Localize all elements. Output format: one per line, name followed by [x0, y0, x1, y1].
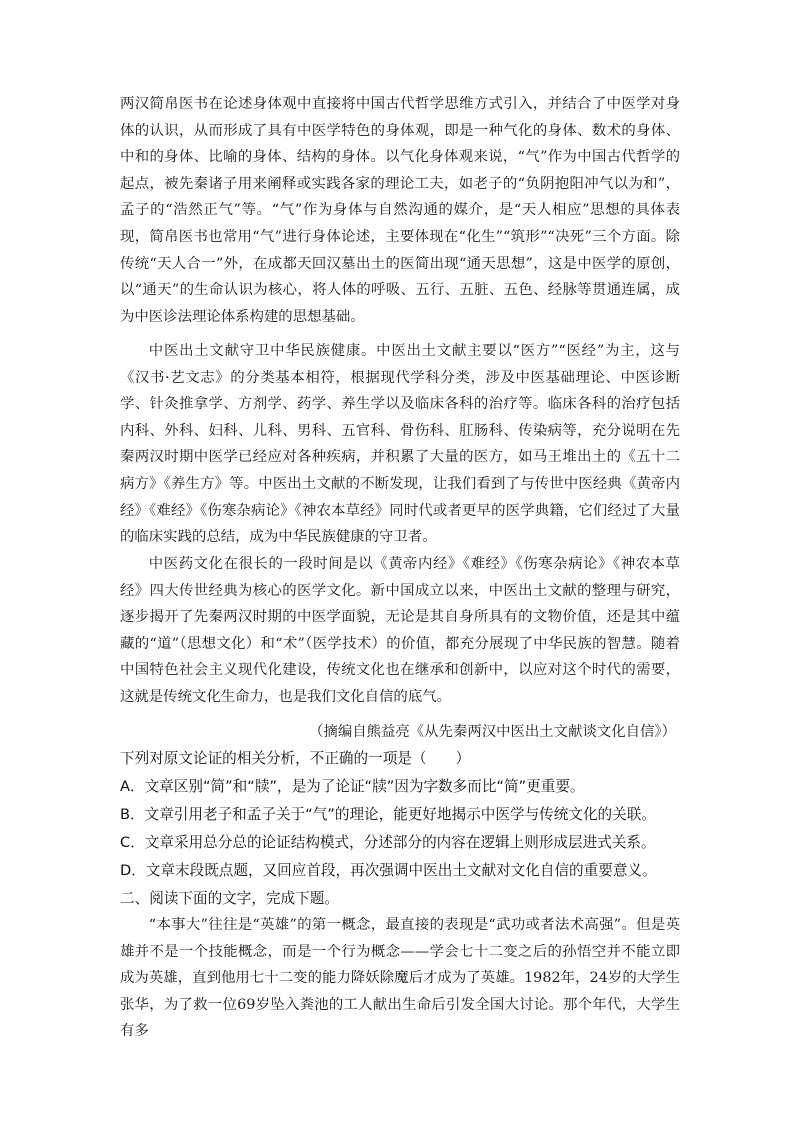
section-heading: 二、阅读下面的文字，完成下题。 [120, 890, 339, 907]
option-a: A．文章区别“简”和“牍”，是为了论证“牍”因为字数多而比“简”更重要。 [120, 778, 585, 795]
section2-paragraph-1: “本事大”往往是“英雄”的第一概念，最直接的表现是“武功或者法术高强”。但是英雄并不是一个技能概念，而是一个行为概念——学会七十二变之后的孙悟空并不能立即成为英雄，直到他用七十二变的能力降妖除魔后才成为了英雄。1982年，24岁的大学生张华，为了救一位69岁坠入粪池的工人献出生命后引发全国大讨论。那个年代，大学生有多 [120, 917, 680, 1040]
passage-paragraph-1: 两汉简帛医书在论述身体观中直接将中国古代哲学思维方式引入，并结合了中医学对身体的认识，从而形成了具有中医学特色的身体观，即是一种气化的身体、数术的身体、中和的身体、比喻的身体、结构的身体。以气化身体观来说，“气”作为中国古代哲学的起点，被先秦诸子用来阐释或实践各家的理论工夫，如老子的“负阴抱阳冲气以为和”，孟子的“浩然正气”等。“气”作为身体与自然沟通的媒介，是“天人相应”思想的具体表现，简帛医书也常用“气”进行身体论述，主要体现在“化生”“筑形”“决死”三个方面。除传统“天人合一”外，在成都天回汉墓出土的医简出现“通天思想”，这是中医学的原创，以“通天”的生命认识为核心，将人体的呼吸、五行、五脏、五色、经脉等贯通连属，成为中医诊法理论体系构建的思想基础。 [120, 96, 680, 325]
passage-paragraph-2: 中医出土文献守卫中华民族健康。中医出土文献主要以“医方”“医经”为主，这与《汉书·艺文志》的分类基本相符，根据现代学科分类，涉及中医基础理论、中医诊断学、针灸推拿学、方剂学、药学、养生学以及临床各科的治疗等。临床各科的治疗包括内科、外科、妇科、儿科、男科、五官科、骨伤科、肛肠科、传染病等，充分说明在先秦两汉时期中医学已经应对各种疾病，并积累了大量的医方，如马王堆出土的《五十二病方》《养生方》等。中医出土文献的不断发现，让我们看到了与传世中医经典《黄帝内经》《难经》《伤寒杂病论》《神农本草经》同时代或者更早的医学典籍，它们经过了大量的临床实践的总结，成为中华民族健康的守卫者。 [120, 343, 680, 546]
passage-paragraph-3: 中医药文化在很长的一段时间是以《黄帝内经》《难经》《伤寒杂病论》《神农本草经》四大传世经典为核心的医学文化。新中国成立以来，中医出土文献的整理与研究，逐步揭开了先秦两汉时期的中医学面貌，无论是其自身所具有的文物价值，还是其中蕴藏的“道”（思想文化）和“术”（医学技术）的价值，都充分展现了中华民族的智慧。随着中国特色社会主义现代化建设，传统文化也在继承和创新中，以应对这个时代的需要，这就是传统文化生命力，也是我们文化自信的底气。 [120, 556, 680, 705]
question-stem: 下列对原文论证的相关分析，不正确的一项是（ ） [120, 750, 471, 767]
option-d: D．文章末段既点题，又回应首段，再次强调中医出土文献对文化自信的重要意义。 [120, 862, 657, 879]
source-citation: （摘编自熊益亮《从先秦两汉中医出土文献谈文化自信》） [309, 724, 676, 740]
option-b: B．文章引用老子和孟子关于“气”的理论，能更好地揭示中医学与传统文化的关联。 [120, 806, 656, 823]
option-c: C．文章采用总分总的论证结构模式，分述部分的内容在逻辑上则形成层进式关系。 [120, 834, 656, 851]
